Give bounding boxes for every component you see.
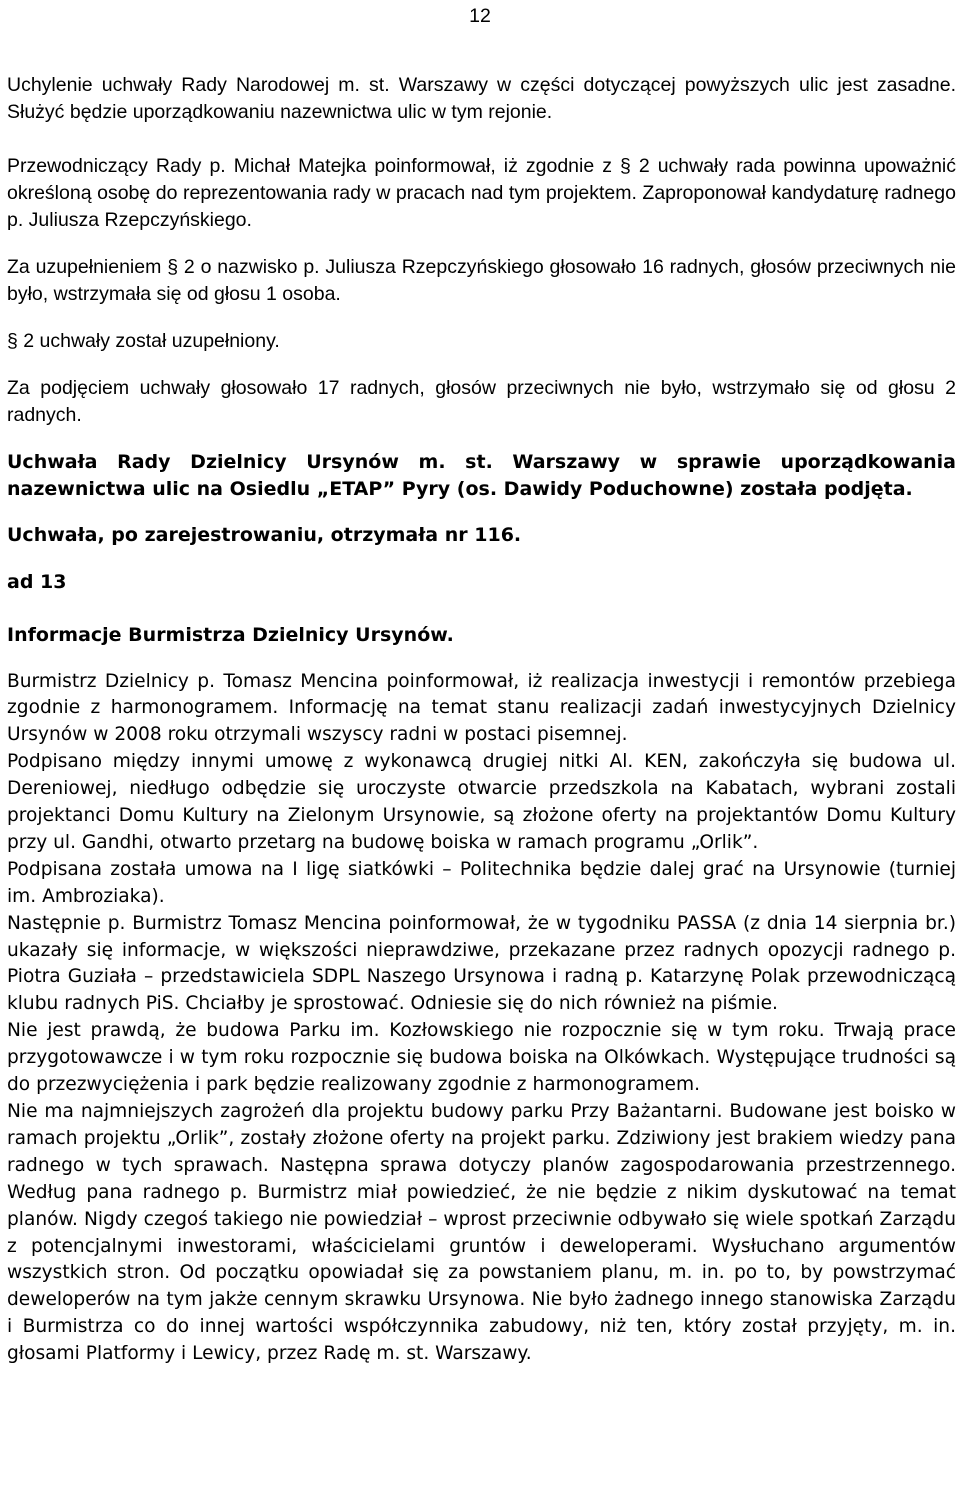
body-paragraph-passa-article: Następnie p. Burmistrz Tomasz Mencina poinformował, że w tygodniku PASSA (z dnia 14 sierpnia br.) ukazały się informacje, w większości nieprawdziwe, przekazane przez radnych opozycji radnego p. Piotra Guziała – przedstawiciela SDPL Naszego Ursynowa i radną p. Katarzynę Polak przewodniczącą klubu radnych PiS. Chciałby je sprostować. Odniesie się do nich również na piśmie. [7,912,956,1015]
page-content [7,72,956,1368]
body-paragraph-contracts: Podpisano między innymi umowę z wykonawcą drugiej nitki Al. KEN, zakończyła się budowa ul. Dereniowej, niedługo odbędzie się uroczyste otwarcie przedszkola na Kabatach, wybrani zostali projektanci Domu Kultury na Zielonym Ursynowie, są złożone oferty na projektantów Domu Kultury przy ul. Gandhi, otwarto przetarg na budowę boiska w ramach programu „Orlik”. [7,751,956,853]
paragraph-chairman-proposal: Przewodniczący Rady p. Michał Matejka poinformował, iż zgodnie z § 2 uchwały rada powinna upoważnić określoną osobę do reprezentowania rady w pracach nad tym projektem. Zaproponował kandydaturę radnego p. Juliusza Rzepczyńskiego. [7,155,956,231]
agenda-item-heading: ad 13 [7,570,67,593]
body-paragraph-bazantarnia-park: Nie ma najmniejszych zagrożeń dla projektu budowy parku Przy Bażantarni. Budowane jest boisko w ramach projektu „Orlik”, zostały złożone oferty na projekt parku. Zdziwiony jest brakiem wiedzy pana radnego w tych sprawach. Następna sprawa dotyczy planów zagospodarowania przestrzennego. Według pana radnego p. Burmistrz miał powiedzieć, że nie będzie z nikim dyskutować na temat planów. Nigdy czegoś takiego nie powiedział – wprost przeciwnie odbywało się wiele spotkań Zarządu z potencjalnymi inwestorami, właścicielami gruntów i deweloperami. Wysłuchano argumentów wszystkich stron. Od początku opowiadał się za powstaniem planu, m. in. po to, by powstrzymać deweloperów na tym jakże cennym skrawku Ursynowa. Nie było żadnego innego stanowiska Zarządu i Burmistrza co do innej wartości współczynnika zabudowy, niż ten, który został przyjęty, m. in. głosami Platformy i Lewicy, przez Radę m. st. Warszawy. [7,1101,956,1365]
paragraph-amendment-result: § 2 uchwały został uzupełniony. [7,330,280,352]
body-paragraph-kozlowski-park: Nie jest prawdą, że budowa Parku im. Kozłowskiego nie rozpocznie się w tym roku. Trwają prace przygotowawcze i w tym roku rozpocznie się budowa boiska na Olkówkach. Występujące trudności są do przezwyciężenia i park będzie realizowany zgodnie z harmonogramem. [7,1020,956,1096]
body-paragraph-investments: Burmistrz Dzielnicy p. Tomasz Mencina poinformował, iż realizacja inwestycji i remontów przebiega zgodnie z harmonogramem. Informację na temat stanu realizacji zadań inwestycyjnych Dzielnicy Ursynów w 2008 roku otrzymali wszyscy radni w postaci pisemnej. [7,670,956,746]
paragraph-resolution-number: Uchwała, po zarejestrowaniu, otrzymała nr 116. [7,524,522,546]
paragraph-resolution-adopted: Uchwała Rady Dzielnicy Ursynów m. st. Warszawy w sprawie uporządkowania nazewnictwa ulic na Osiedlu „ETAP” Pyry (os. Dawidy Poduchowne) została podjęta. [7,451,956,500]
mayor-information-body [7,669,956,1369]
paragraph-vote-amendment: Za uzupełnieniem § 2 o nazwisko p. Juliusza Rzepczyńskiego głosowało 16 radnych, głosów przeciwnych nie było, wstrzymała się od głosu 1 osoba. [7,256,956,305]
section-heading-mayor-information: Informacje Burmistrza Dzielnicy Ursynów. [7,624,454,646]
paragraph-vote-resolution: Za podjęciem uchwały głosowało 17 radnych, głosów przeciwnych nie było, wstrzymało się od głosu 2 radnych. [7,377,956,426]
paragraph-resolution-justification: Uchylenie uchwały Rady Narodowej m. st. Warszawy w części dotyczącej powyższych ulic jest zasadne. Służyć będzie uporządkowaniu nazewnictwa ulic w tym rejonie. [7,74,956,123]
body-paragraph-volleyball: Podpisana została umowa na I ligę siatkówki – Politechnika będzie dalej grać na Ursynowie (turniej im. Ambroziaka). [7,858,956,907]
page-number: 12 [469,5,491,27]
